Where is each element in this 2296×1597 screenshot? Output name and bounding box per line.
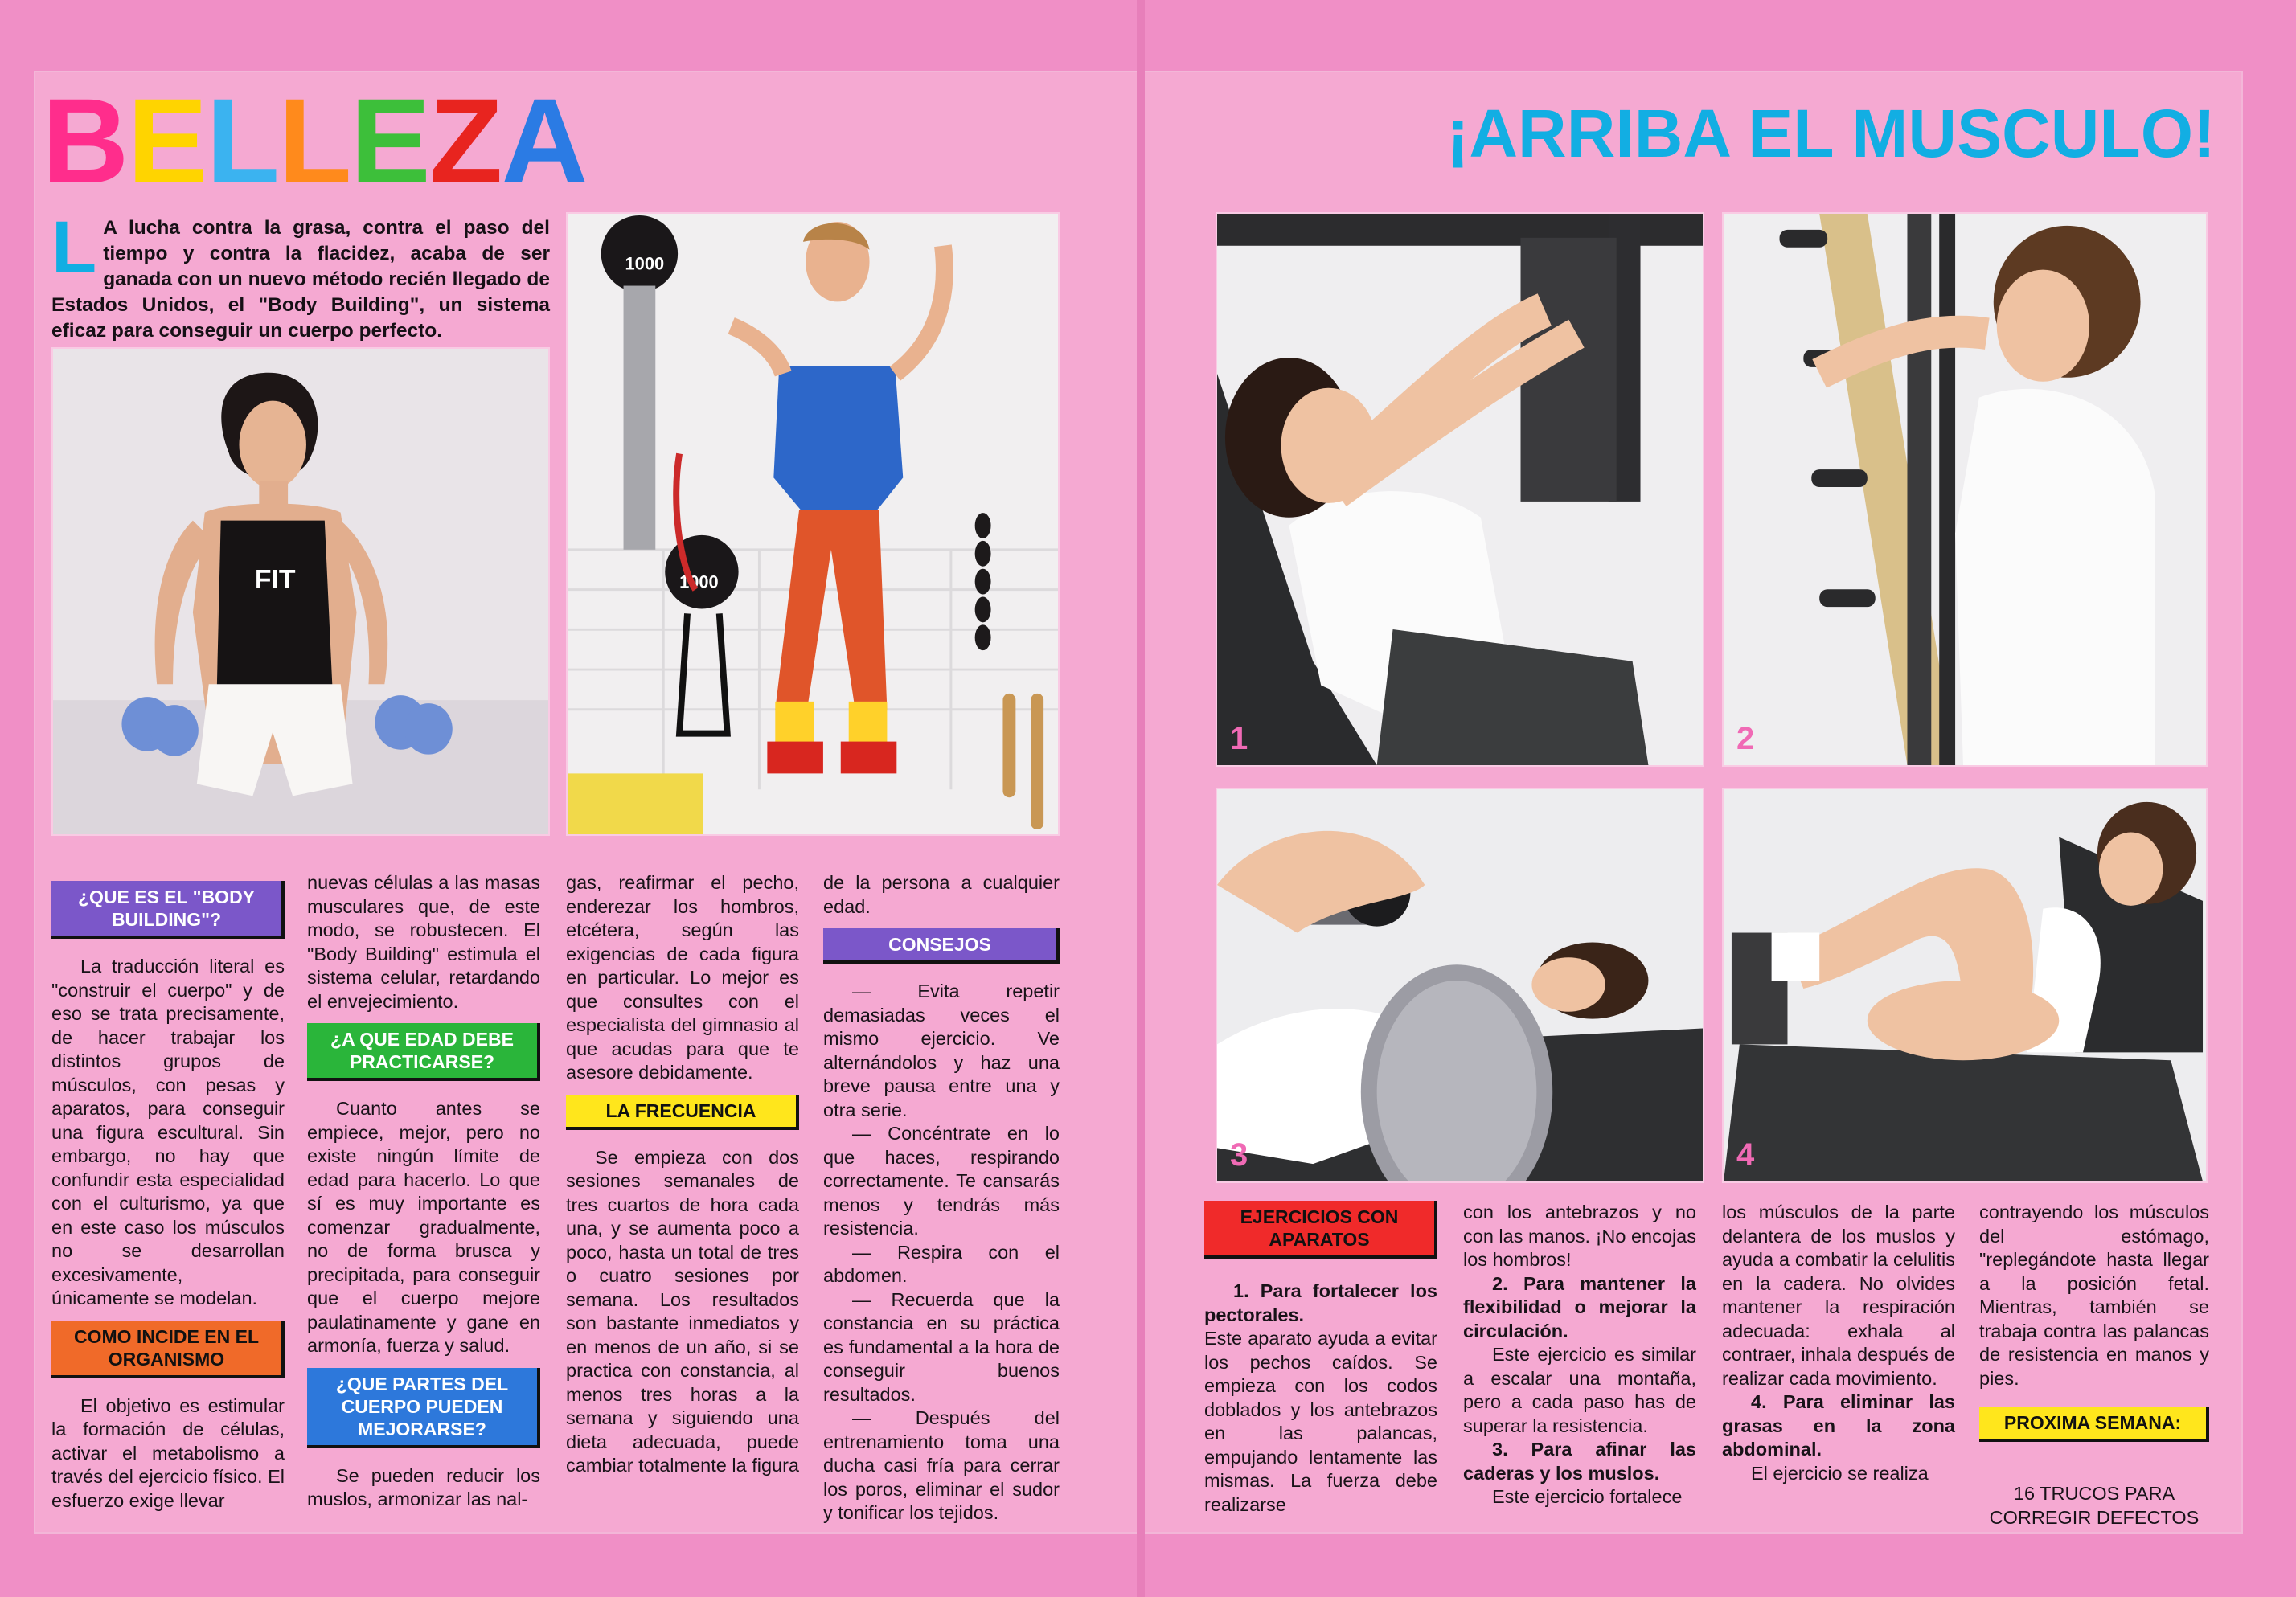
intro-paragraph (51, 207, 550, 344)
tip-item: — Después del entrenamiento toma una ducha casi fría para cerrar los poros, eliminar el sudor y tonificar los tejidos. (823, 1407, 1060, 1523)
photo-number-3: 3 (1230, 1137, 1248, 1173)
title-letter: L (206, 73, 279, 208)
left-column-4 (823, 871, 1060, 1525)
heading-que-partes: ¿QUE PARTES DEL CUERPO PUEDEN MEJORARSE? (307, 1368, 540, 1448)
left-column-2 (307, 871, 540, 1512)
exercise-3-title: 3. Para afinar las caderas y los muslos. (1463, 1439, 1696, 1484)
paragraph: Cuanto antes se empiece, mejor, pero no existe ningún límite de edad para hacerlo. Lo que sí es muy importante es comenzar gradualmente, no de forma brusca y precipitada, para conseguir que el cuerpo mejore paulatinamente y gane en armonía, fuerza y salud. (307, 1098, 540, 1356)
heading-ejercicios: EJERCICIOS CON APARATOS (1204, 1201, 1437, 1259)
exercise-4-paragraph (1722, 1390, 1955, 1462)
title-letter: E (350, 73, 429, 208)
section-title-belleza (42, 73, 587, 208)
paragraph: nuevas células a las masas musculares que, de este modo, se robustecen. El "Body Building" estimula el sistema celular, retardando el envejecimiento. (307, 872, 540, 1012)
paragraph: Se empieza con dos sesiones semanales de tres cuartos de hora cada una, y se aumenta poco a poco, hasta un total de tres o cuatro sesiones por semana. Los resultados son bastante inmediatos y en menos de un año, si se practica con constancia, al menos tres horas a la semana y siguiendo una dieta adecuada, puede cambiar totalmente la figura (566, 1146, 799, 1476)
exercise-1-paragraph (1204, 1280, 1437, 1327)
exercise-4-title: 4. Para eliminar las grasas en la zona abdominal. (1722, 1391, 1955, 1460)
heading-proxima-semana: PROXIMA SEMANA: (1979, 1407, 2209, 1442)
photo-exercise-2 (1722, 212, 2208, 767)
paragraph: Se pueden reducir los muslos, armonizar las nal- (307, 1464, 540, 1509)
next-week-teaser: 16 TRUCOS PARA CORREGIR DEFECTOS (1989, 1483, 2200, 1528)
exercise-1-title: 1. Para fortalecer los pectorales. (1204, 1280, 1437, 1325)
tip-item: — Recuerda que la constancia en su práctica es fundamental a la hora de conseguir buenos resultados. (823, 1288, 1060, 1405)
shirt-fit-text: FIT (254, 564, 296, 596)
right-column-4 (1979, 1201, 2209, 1529)
paragraph: El objetivo es estimular la formación de células, activar el metabolismo a través del ejercicio físico. El esfuerzo exige llevar (51, 1394, 285, 1511)
title-letter: L (278, 73, 351, 208)
title-letter: Z (428, 73, 502, 208)
dumbbell-label-top: 1000 (625, 253, 665, 274)
paragraph: Este ejercicio es similar a escalar una montaña, pero a cada paso has de superar la resistencia. (1463, 1344, 1696, 1436)
paragraph: los músculos de la parte delantera de los muslos y ayuda a combatir la celulitis en la cadera. No olvides mantener la respiración adecuada: exhala al contraer, inhala después de realizar cada movimiento. (1722, 1202, 1955, 1389)
photo-exercise-3 (1216, 788, 1704, 1183)
heading-consejos: CONSEJOS (823, 928, 1060, 964)
paragraph: Este ejercicio fortalece (1492, 1486, 1683, 1507)
photo-exercise-1 (1216, 212, 1704, 767)
title-letter: A (501, 73, 587, 208)
paragraph: de la persona a cualquier edad. (823, 872, 1060, 917)
exercise-3-paragraph (1463, 1438, 1696, 1485)
intro-text: A lucha contra la grasa, contra el paso del tiempo y contra la flacidez, acaba de ser ganada con un nuevo método recién llegado de Estados Unidos, el "Body Building", un sistema eficaz para conseguir un cuerpo perfecto. (51, 217, 550, 342)
tip-item: — Evita repetir demasiadas veces el mismo ejercicio. Ve alternándolos y haz una breve pausa entre una y otra serie. (823, 981, 1060, 1120)
heading-a-que-edad: ¿A QUE EDAD DEBE PRACTICARSE? (307, 1023, 540, 1081)
title-letter: B (42, 73, 128, 208)
photo-number-1: 1 (1230, 721, 1248, 756)
photo-exercise-4 (1722, 788, 2208, 1183)
exercise-2-title: 2. Para mantener la flexibilidad o mejorar la circulación. (1463, 1272, 1696, 1341)
paragraph: El ejercicio se realiza (1751, 1462, 1929, 1484)
paragraph: La traducción literal es "construir el cuerpo" y de eso se trata precisamente, de hacer trabajar los distintos grupos de músculos, con pesas y aparatos, para conseguir una figura escultural. Sin embargo, no hay que confundir esta especialidad con el culturismo, ya que en este caso los músculos no se desarrollan excesivamente, únicamente se modelan. (51, 956, 285, 1308)
photo-woman-leotard-equipment (566, 212, 1060, 836)
photo-number-4: 4 (1736, 1137, 1755, 1173)
article-headline: ¡ARRIBA EL MUSCULO! (1446, 96, 2216, 171)
photo-woman-fit-dumbbells (51, 347, 550, 836)
heading-como-incide: COMO INCIDE EN EL ORGANISMO (51, 1321, 285, 1378)
paragraph: Este aparato ayuda a evitar los pechos caídos. Se empieza con los codos doblados y los antebrazos en las palancas, empujando lentamente las mismas. La fuerza debe realizarse (1204, 1328, 1437, 1515)
title-letter: E (127, 73, 207, 208)
tip-item: — Concéntrate en lo que haces, respirando correctamente. Te cansarás menos y tendrás más resistencia. (823, 1123, 1060, 1239)
heading-la-frecuencia: LA FRECUENCIA (566, 1095, 799, 1130)
right-column-3 (1722, 1201, 1955, 1485)
tip-item: — Respira con el abdomen. (823, 1241, 1060, 1286)
paragraph: contrayendo los músculos del estómago, "replegándote hasta llegar a la posición fetal. Mientras, también se trabaja contra las palancas de resistencia en manos y pies. (1979, 1202, 2209, 1389)
paragraph: gas, reafirmar el pecho, enderezar los hombros, etcétera, según las exigencias de cada figura en particular. Lo mejor es que consultes con el especialista del gimnasio al que acudas para que te asesore debidamente. (566, 872, 799, 1083)
page-gutter (1137, 0, 1145, 1597)
drop-cap: L (51, 207, 97, 289)
heading-que-es: ¿QUE ES EL "BODY BUILDING"? (51, 881, 285, 939)
left-column-1 (51, 871, 285, 1513)
paragraph: con los antebrazos y no con las manos. ¡No encojas los hombros! (1463, 1202, 1696, 1270)
dumbbell-label-bottom: 1000 (679, 571, 719, 592)
exercise-2-paragraph (1463, 1272, 1696, 1344)
photo-number-2: 2 (1736, 721, 1755, 756)
right-column-2 (1463, 1201, 1696, 1509)
left-column-3 (566, 871, 799, 1478)
right-column-1 (1204, 1201, 1437, 1517)
